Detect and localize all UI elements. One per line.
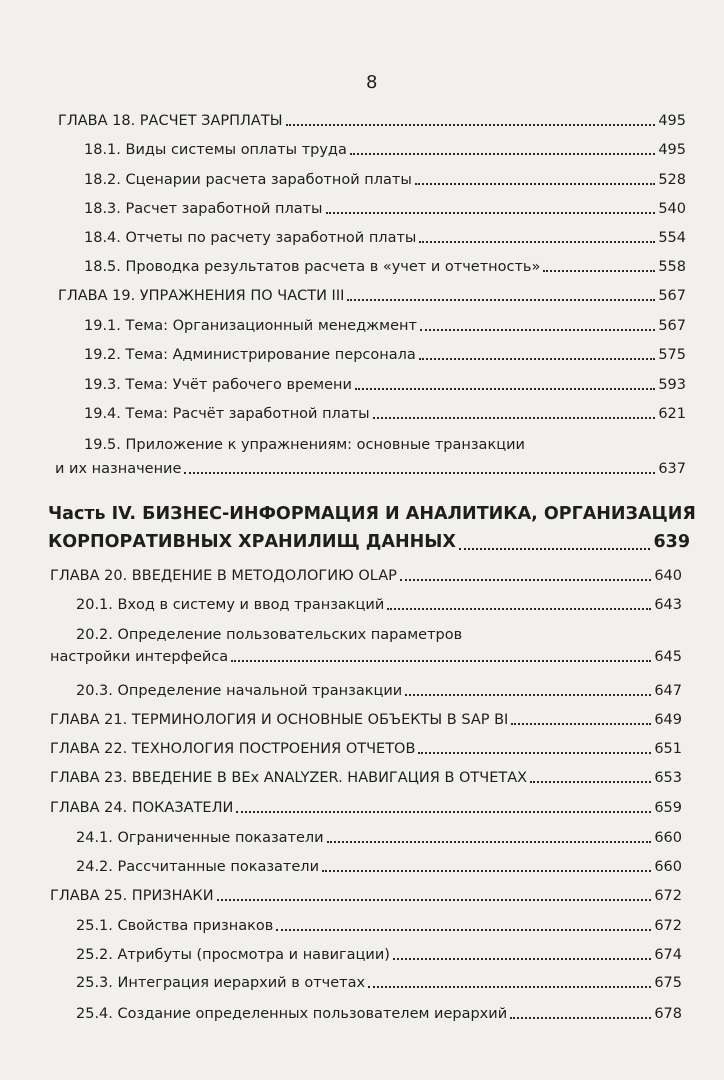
- toc-chapter-22[interactable]: [0, 740, 724, 758]
- toc-section-19-2[interactable]: [0, 346, 724, 364]
- toc-entry-title: ГЛАВА 20. ВВЕДЕНИЕ В МЕТОДОЛОГИЮ OLAP: [50, 568, 397, 584]
- dot-leader: [510, 1017, 651, 1019]
- toc-entry-title: 25.2. Атрибуты (просмотра и навигации): [76, 947, 390, 963]
- toc-entry-title: ГЛАВА 18. РАСЧЕТ ЗАРПЛАТЫ: [58, 113, 283, 129]
- toc-entry-title: 25.3. Интеграция иерархий в отчетах: [76, 975, 366, 991]
- dot-leader: [420, 329, 655, 331]
- toc-page-number: 495: [658, 142, 686, 158]
- dot-leader: [511, 723, 651, 725]
- toc-entry-title: 18.4. Отчеты по расчету заработной платы: [84, 230, 417, 246]
- dot-leader: [387, 608, 651, 610]
- toc-entry-title: ГЛАВА 21. ТЕРМИНОЛОГИЯ И ОСНОВНЫЕ ОБЪЕКТЫ В SAP BI: [50, 712, 509, 728]
- toc-page-number: 540: [658, 201, 686, 217]
- dot-leader: [326, 212, 656, 214]
- toc-entry-title: 18.3. Расчет заработной платы: [84, 201, 323, 217]
- toc-part-title: КОРПОРАТИВНЫХ ХРАНИЛИЩ ДАННЫХ: [48, 532, 456, 552]
- toc-page-number: 567: [658, 318, 686, 334]
- toc-page-number: 660: [654, 830, 682, 846]
- dot-leader: [184, 472, 655, 474]
- toc-page-number: 637: [658, 461, 686, 477]
- toc-section-20-2[interactable]: [0, 626, 724, 666]
- toc-section-18-5[interactable]: [0, 258, 724, 276]
- toc-section-24-1[interactable]: [0, 829, 724, 847]
- dot-leader: [400, 579, 651, 581]
- dot-leader: [459, 548, 651, 550]
- toc-entry-title: ГЛАВА 23. ВВЕДЕНИЕ В BEx ANALYZER. НАВИГАЦИЯ В ОТЧЕТАХ: [50, 770, 528, 786]
- toc-entry-title: 18.2. Сценарии расчета заработной платы: [84, 172, 412, 188]
- dot-leader: [419, 358, 656, 360]
- toc-entry-title: настройки интерфейса: [50, 649, 229, 665]
- dot-leader: [322, 870, 651, 872]
- toc-chapter-21[interactable]: [0, 711, 724, 729]
- toc-section-18-3[interactable]: [0, 200, 724, 218]
- dot-leader: [368, 986, 651, 988]
- toc-entry-title: ГЛАВА 19. УПРАЖНЕНИЯ ПО ЧАСТИ III: [58, 288, 345, 304]
- dot-leader: [217, 899, 652, 901]
- toc-page-number: 554: [658, 230, 686, 246]
- toc-entry-title: ГЛАВА 22. ТЕХНОЛОГИЯ ПОСТРОЕНИЯ ОТЧЕТОВ: [50, 741, 416, 757]
- toc-section-20-1[interactable]: [0, 596, 724, 614]
- toc-entry-title-line1: 20.2. Определение пользовательских параметров: [76, 627, 463, 643]
- toc-page-number: 639: [653, 532, 690, 552]
- dot-leader: [276, 929, 651, 931]
- toc-page-number: 659: [654, 800, 682, 816]
- toc-section-20-3[interactable]: [0, 682, 724, 700]
- dot-leader: [530, 781, 651, 783]
- toc-part-title-line1: Часть IV. БИЗНЕС-ИНФОРМАЦИЯ И АНАЛИТИКА, ОРГАНИЗАЦИЯ: [48, 504, 696, 524]
- toc-entry-title: 18.5. Проводка результатов расчета в «учет и отчетность»: [84, 259, 541, 275]
- toc-section-18-1[interactable]: [0, 141, 724, 159]
- dot-leader: [231, 660, 651, 662]
- toc-section-25-2[interactable]: [0, 946, 724, 964]
- dot-leader: [286, 124, 656, 126]
- toc-entry-title: 24.2. Рассчитанные показатели: [76, 859, 319, 875]
- toc-page-number: 558: [658, 259, 686, 275]
- toc-section-19-4[interactable]: [0, 405, 724, 423]
- dot-leader: [405, 694, 651, 696]
- toc-page-number: 575: [658, 347, 686, 363]
- toc-section-18-2[interactable]: [0, 171, 724, 189]
- toc-page-number: 672: [654, 888, 682, 904]
- toc-page-number: 649: [654, 712, 682, 728]
- toc-chapter-18[interactable]: [0, 112, 724, 130]
- toc-entry-title: 20.3. Определение начальной транзакции: [76, 683, 403, 699]
- toc-page-number: 674: [654, 947, 682, 963]
- toc-chapter-25[interactable]: [0, 887, 724, 905]
- toc-entry-title: ГЛАВА 25. ПРИЗНАКИ: [50, 888, 214, 904]
- toc-page-number: 675: [654, 975, 682, 991]
- toc-page-number: 640: [654, 568, 682, 584]
- toc-entry-title: 19.1. Тема: Организационный менеджмент: [84, 318, 417, 334]
- toc-entry-title: 24.1. Ограниченные показатели: [76, 830, 324, 846]
- toc-section-19-1[interactable]: [0, 317, 724, 335]
- dot-leader: [236, 811, 651, 813]
- toc-page-number: 567: [658, 288, 686, 304]
- toc-page-number: 593: [658, 377, 686, 393]
- toc-entry-title: ГЛАВА 24. ПОКАЗАТЕЛИ: [50, 800, 234, 816]
- dot-leader: [393, 958, 651, 960]
- toc-page-number: 651: [654, 741, 682, 757]
- toc-page-number: 528: [658, 172, 686, 188]
- toc-entry-title: 19.4. Тема: Расчёт заработной платы: [84, 406, 370, 422]
- toc-entry-title: 19.2. Тема: Администрирование персонала: [84, 347, 416, 363]
- toc-entry-title: 20.1. Вход в систему и ввод транзакций: [76, 597, 385, 613]
- dot-leader: [355, 388, 655, 390]
- toc-entry-title: 19.3. Тема: Учёт рабочего времени: [84, 377, 352, 393]
- toc-section-25-4[interactable]: [0, 1005, 724, 1023]
- toc-section-25-1[interactable]: [0, 917, 724, 935]
- dot-leader: [415, 183, 656, 185]
- toc-page-number: 621: [658, 406, 686, 422]
- dot-leader: [543, 270, 655, 272]
- toc-page-number: 660: [654, 859, 682, 875]
- toc-page-number: 678: [654, 1006, 682, 1022]
- toc-page-number: 643: [654, 597, 682, 613]
- toc-section-18-4[interactable]: [0, 229, 724, 247]
- toc-section-25-3[interactable]: [0, 974, 724, 992]
- toc-entry-title-line1: 19.5. Приложение к упражнениям: основные транзакции: [84, 437, 525, 453]
- dot-leader: [327, 841, 652, 843]
- toc-page-number: 653: [654, 770, 682, 786]
- toc-entry-title: и их назначение: [55, 461, 182, 477]
- dot-leader: [418, 752, 651, 754]
- toc-part-4[interactable]: [0, 502, 724, 555]
- toc-page-number: 645: [654, 649, 682, 665]
- toc-page-number: 647: [654, 683, 682, 699]
- dot-leader: [419, 241, 655, 243]
- toc-section-19-3[interactable]: [0, 376, 724, 394]
- dot-leader: [347, 299, 655, 301]
- dot-leader: [373, 417, 656, 419]
- toc-section-19-5[interactable]: [0, 436, 724, 478]
- toc-chapter-20[interactable]: [0, 567, 724, 585]
- toc-section-24-2[interactable]: [0, 858, 724, 876]
- toc-entry-title: 25.4. Создание определенных пользователем иерархий: [76, 1006, 508, 1022]
- toc-chapter-19[interactable]: [0, 287, 724, 305]
- toc-entry-title: 18.1. Виды системы оплаты труда: [84, 142, 347, 158]
- toc-page-number: 672: [654, 918, 682, 934]
- toc-chapter-24[interactable]: [0, 799, 724, 817]
- toc-entry-title: 25.1. Свойства признаков: [76, 918, 274, 934]
- dot-leader: [350, 153, 655, 155]
- toc-page-number: 495: [658, 113, 686, 129]
- page-number: 8: [366, 72, 378, 93]
- toc-chapter-23[interactable]: [0, 769, 724, 787]
